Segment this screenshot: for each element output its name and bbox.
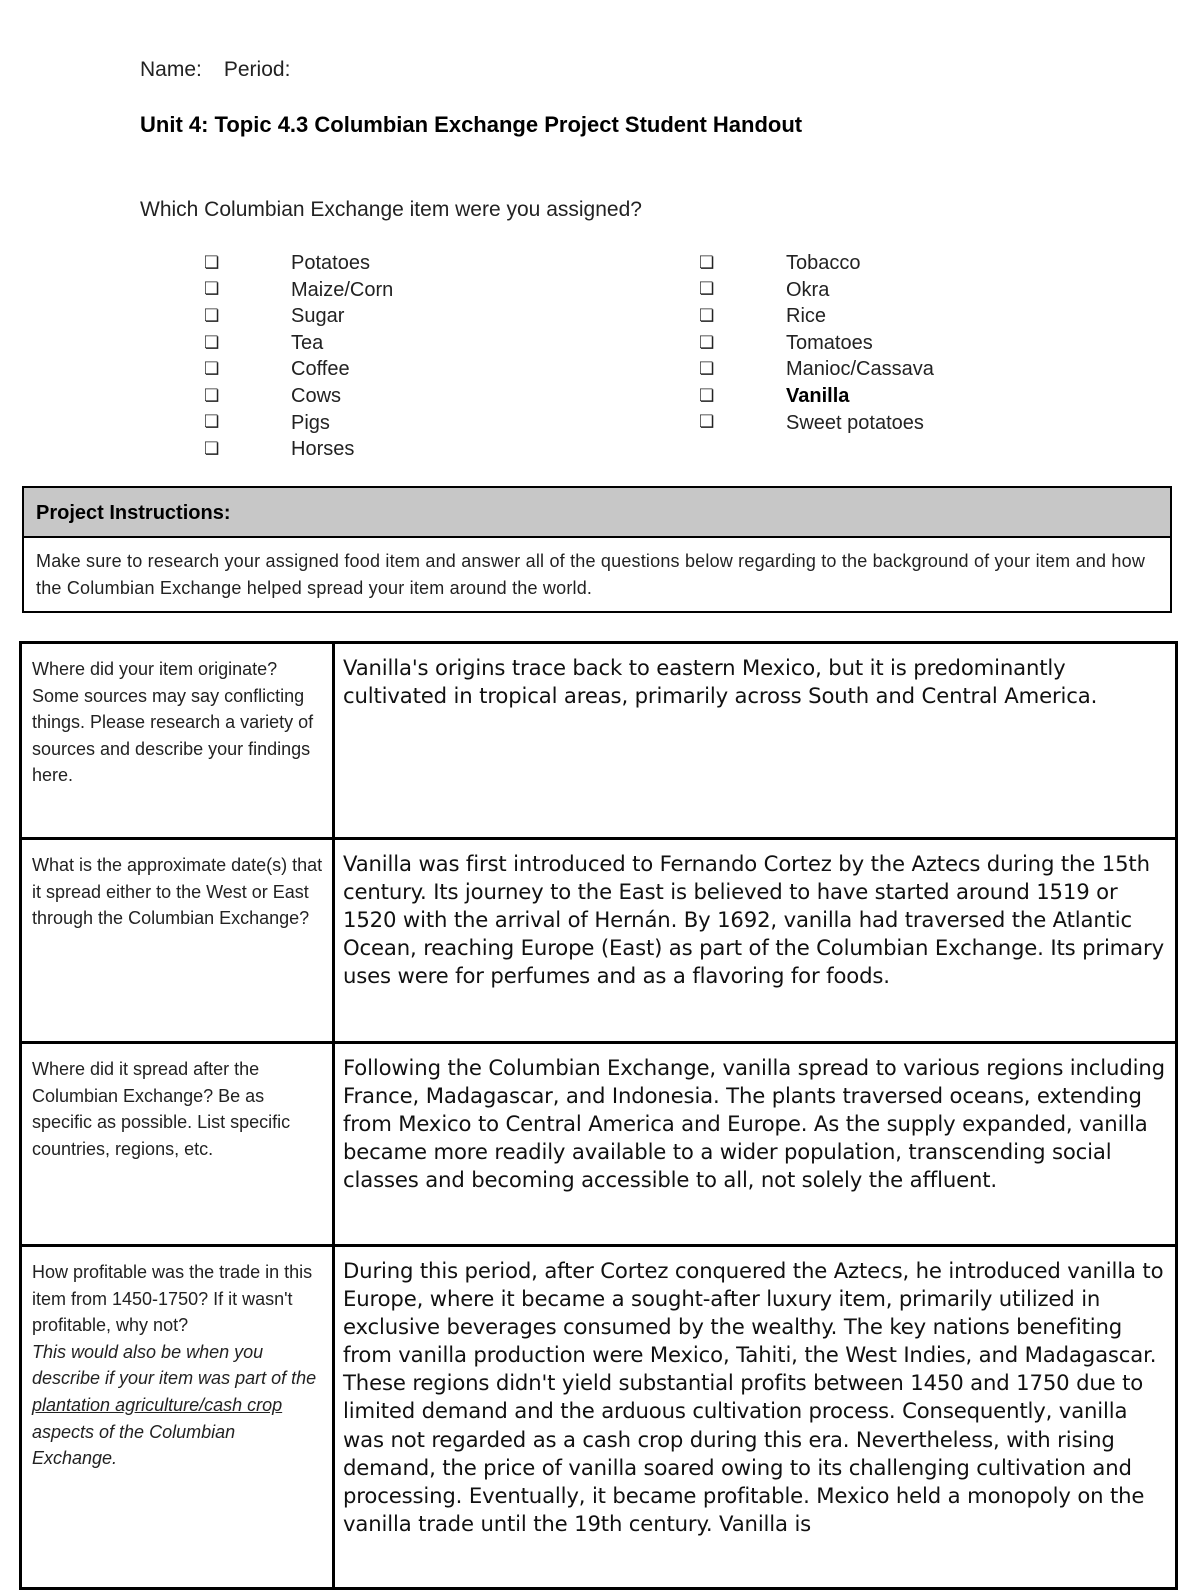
- table-row: [21, 1246, 1177, 1589]
- checkbox-icon[interactable]: ❏: [699, 359, 715, 380]
- option-label: Potatoes: [291, 252, 370, 274]
- table-row: [21, 1043, 1177, 1246]
- question-cell: What is the approximate date(s) that it spread either to the West or East through the Columbian Exchange?: [21, 839, 334, 1043]
- answer-cell[interactable]: Vanilla was first introduced to Fernando Cortez by the Aztecs during the 15th century. Its journey to the East is believed to have started around 1519 or 1520 with the arrival of Hernán. By 1692, vanilla had traversed the Atlantic Ocean, reaching Europe (East) as part of the Columbian Exchange. Its primary uses were for perfumes and as a flavoring for foods.: [334, 839, 1177, 1043]
- checkbox-icon[interactable]: ❏: [204, 305, 220, 326]
- option-tobacco[interactable]: [699, 250, 861, 277]
- option-label: Coffee: [291, 358, 350, 381]
- option-label: Rice: [786, 305, 827, 328]
- option-vanilla-selected[interactable]: [699, 383, 850, 410]
- checkbox-icon[interactable]: ❏: [699, 385, 715, 406]
- checkbox-icon[interactable]: ❏: [204, 252, 220, 273]
- answer-cell[interactable]: Vanilla's origins trace back to eastern Mexico, but it is predominantly cultivated in tropical areas, primarily across South and Central America.: [334, 643, 1177, 839]
- options-right-column: [699, 250, 934, 436]
- option-sugar[interactable]: [204, 303, 345, 330]
- option-label: Pigs: [291, 411, 330, 434]
- instructions-box: [22, 486, 1172, 613]
- qa-table: [19, 641, 1178, 1590]
- plantation-agriculture-link[interactable]: plantation agriculture/cash crop: [32, 1394, 283, 1415]
- table-row: [21, 839, 1177, 1043]
- option-label: Tomatoes: [786, 331, 873, 354]
- question-cell: Where did your item originate? Some sources may say conflicting things. Please research a variety of sources and describe your findings here.: [21, 643, 334, 839]
- option-potatoes[interactable]: [204, 250, 370, 277]
- question-cell: [21, 1246, 334, 1589]
- question-text: How profitable was the trade in this item from 1450-1750? If it wasn't profitable, why not?: [32, 1262, 313, 1336]
- checkbox-icon[interactable]: ❏: [204, 359, 220, 380]
- instructions-body: Make sure to research your assigned food item and answer all of the questions below regarding to the background of your item and how the Columbian Exchange helped spread your item around the world.: [36, 551, 1146, 598]
- instructions-heading: Project Instructions:: [24, 488, 1170, 538]
- option-tea[interactable]: [204, 330, 324, 357]
- note-text-end: aspects of the Columbian Exchange.: [32, 1421, 236, 1469]
- table-row: [21, 643, 1177, 839]
- checkbox-icon[interactable]: ❏: [699, 412, 715, 433]
- name-period-line: [140, 58, 312, 82]
- question-cell: Where did it spread after the Columbian Exchange? Be as specific as possible. List specific countries, regions, etc.: [21, 1043, 334, 1246]
- checkbox-icon[interactable]: ❏: [204, 279, 220, 300]
- note-text: This would also be when you describe if your item was part of the: [32, 1341, 317, 1389]
- checkbox-icon[interactable]: ❏: [699, 252, 715, 273]
- options-left-column: [204, 250, 394, 463]
- option-label: Okra: [786, 278, 830, 301]
- option-cows[interactable]: [204, 383, 342, 410]
- question-note: [32, 1342, 316, 1468]
- option-rice[interactable]: [699, 303, 827, 330]
- option-manioc-cassava[interactable]: [699, 356, 934, 383]
- option-label: Sweet potatoes: [786, 411, 924, 434]
- option-tomatoes[interactable]: [699, 330, 873, 357]
- option-label: Tea: [291, 331, 324, 354]
- checkbox-icon[interactable]: ❏: [699, 332, 715, 353]
- option-okra[interactable]: [699, 277, 830, 304]
- option-label: Horses: [291, 438, 355, 461]
- option-label: Cows: [291, 384, 342, 407]
- option-maize-corn[interactable]: [204, 277, 394, 304]
- checkbox-icon[interactable]: ❏: [204, 332, 220, 353]
- checkbox-icon[interactable]: ❏: [699, 305, 715, 326]
- period-label: Period:: [223, 58, 291, 81]
- option-label: Manioc/Cassava: [786, 358, 934, 381]
- option-coffee[interactable]: [204, 356, 350, 383]
- answer-cell[interactable]: During this period, after Cortez conquered the Aztecs, he introduced vanilla to Europe, where it became a sought-after luxury item, primarily utilized in exclusive beverages consumed by the wealthy. The key nations benefiting from vanilla production were Mexico, Tahiti, the West Indies, and Madagascar. These regions didn't yield substantial profits between 1450 and 1750 due to limited demand and the arduous cultivation process. Consequently, vanilla was not regarded as a cash crop during this era. Nevertheless, with rising demand, the price of vanilla soared owing to its challenging cultivation and processing. Eventually, it became profitable. Mexico held a monopoly on the vanilla trade until the 19th century. Vanilla is: [334, 1246, 1177, 1589]
- option-sweet-potatoes[interactable]: [699, 410, 924, 437]
- option-label: Sugar: [291, 305, 345, 328]
- option-pigs[interactable]: [204, 410, 330, 437]
- assignment-question: Which Columbian Exchange item were you assigned?: [140, 198, 642, 221]
- checkbox-icon[interactable]: ❏: [204, 385, 220, 406]
- option-horses[interactable]: [204, 436, 355, 463]
- option-label: Maize/Corn: [291, 278, 394, 301]
- checkbox-icon[interactable]: ❏: [204, 412, 220, 433]
- checkbox-icon[interactable]: ❏: [699, 279, 715, 300]
- checkbox-icon[interactable]: ❏: [204, 438, 220, 459]
- name-label: Name:: [140, 58, 202, 81]
- option-label: Tobacco: [786, 252, 861, 274]
- option-label: Vanilla: [786, 384, 850, 407]
- answer-cell[interactable]: Following the Columbian Exchange, vanilla spread to various regions including France, Madagascar, and Indonesia. The plants traversed oceans, extending from Mexico to Central America and Europe. As the supply expanded, vanilla became more readily available to a wider population, transcending social classes and becoming accessible to all, not solely the affluent.: [334, 1043, 1177, 1246]
- page-title: Unit 4: Topic 4.3 Columbian Exchange Project Student Handout: [140, 112, 803, 137]
